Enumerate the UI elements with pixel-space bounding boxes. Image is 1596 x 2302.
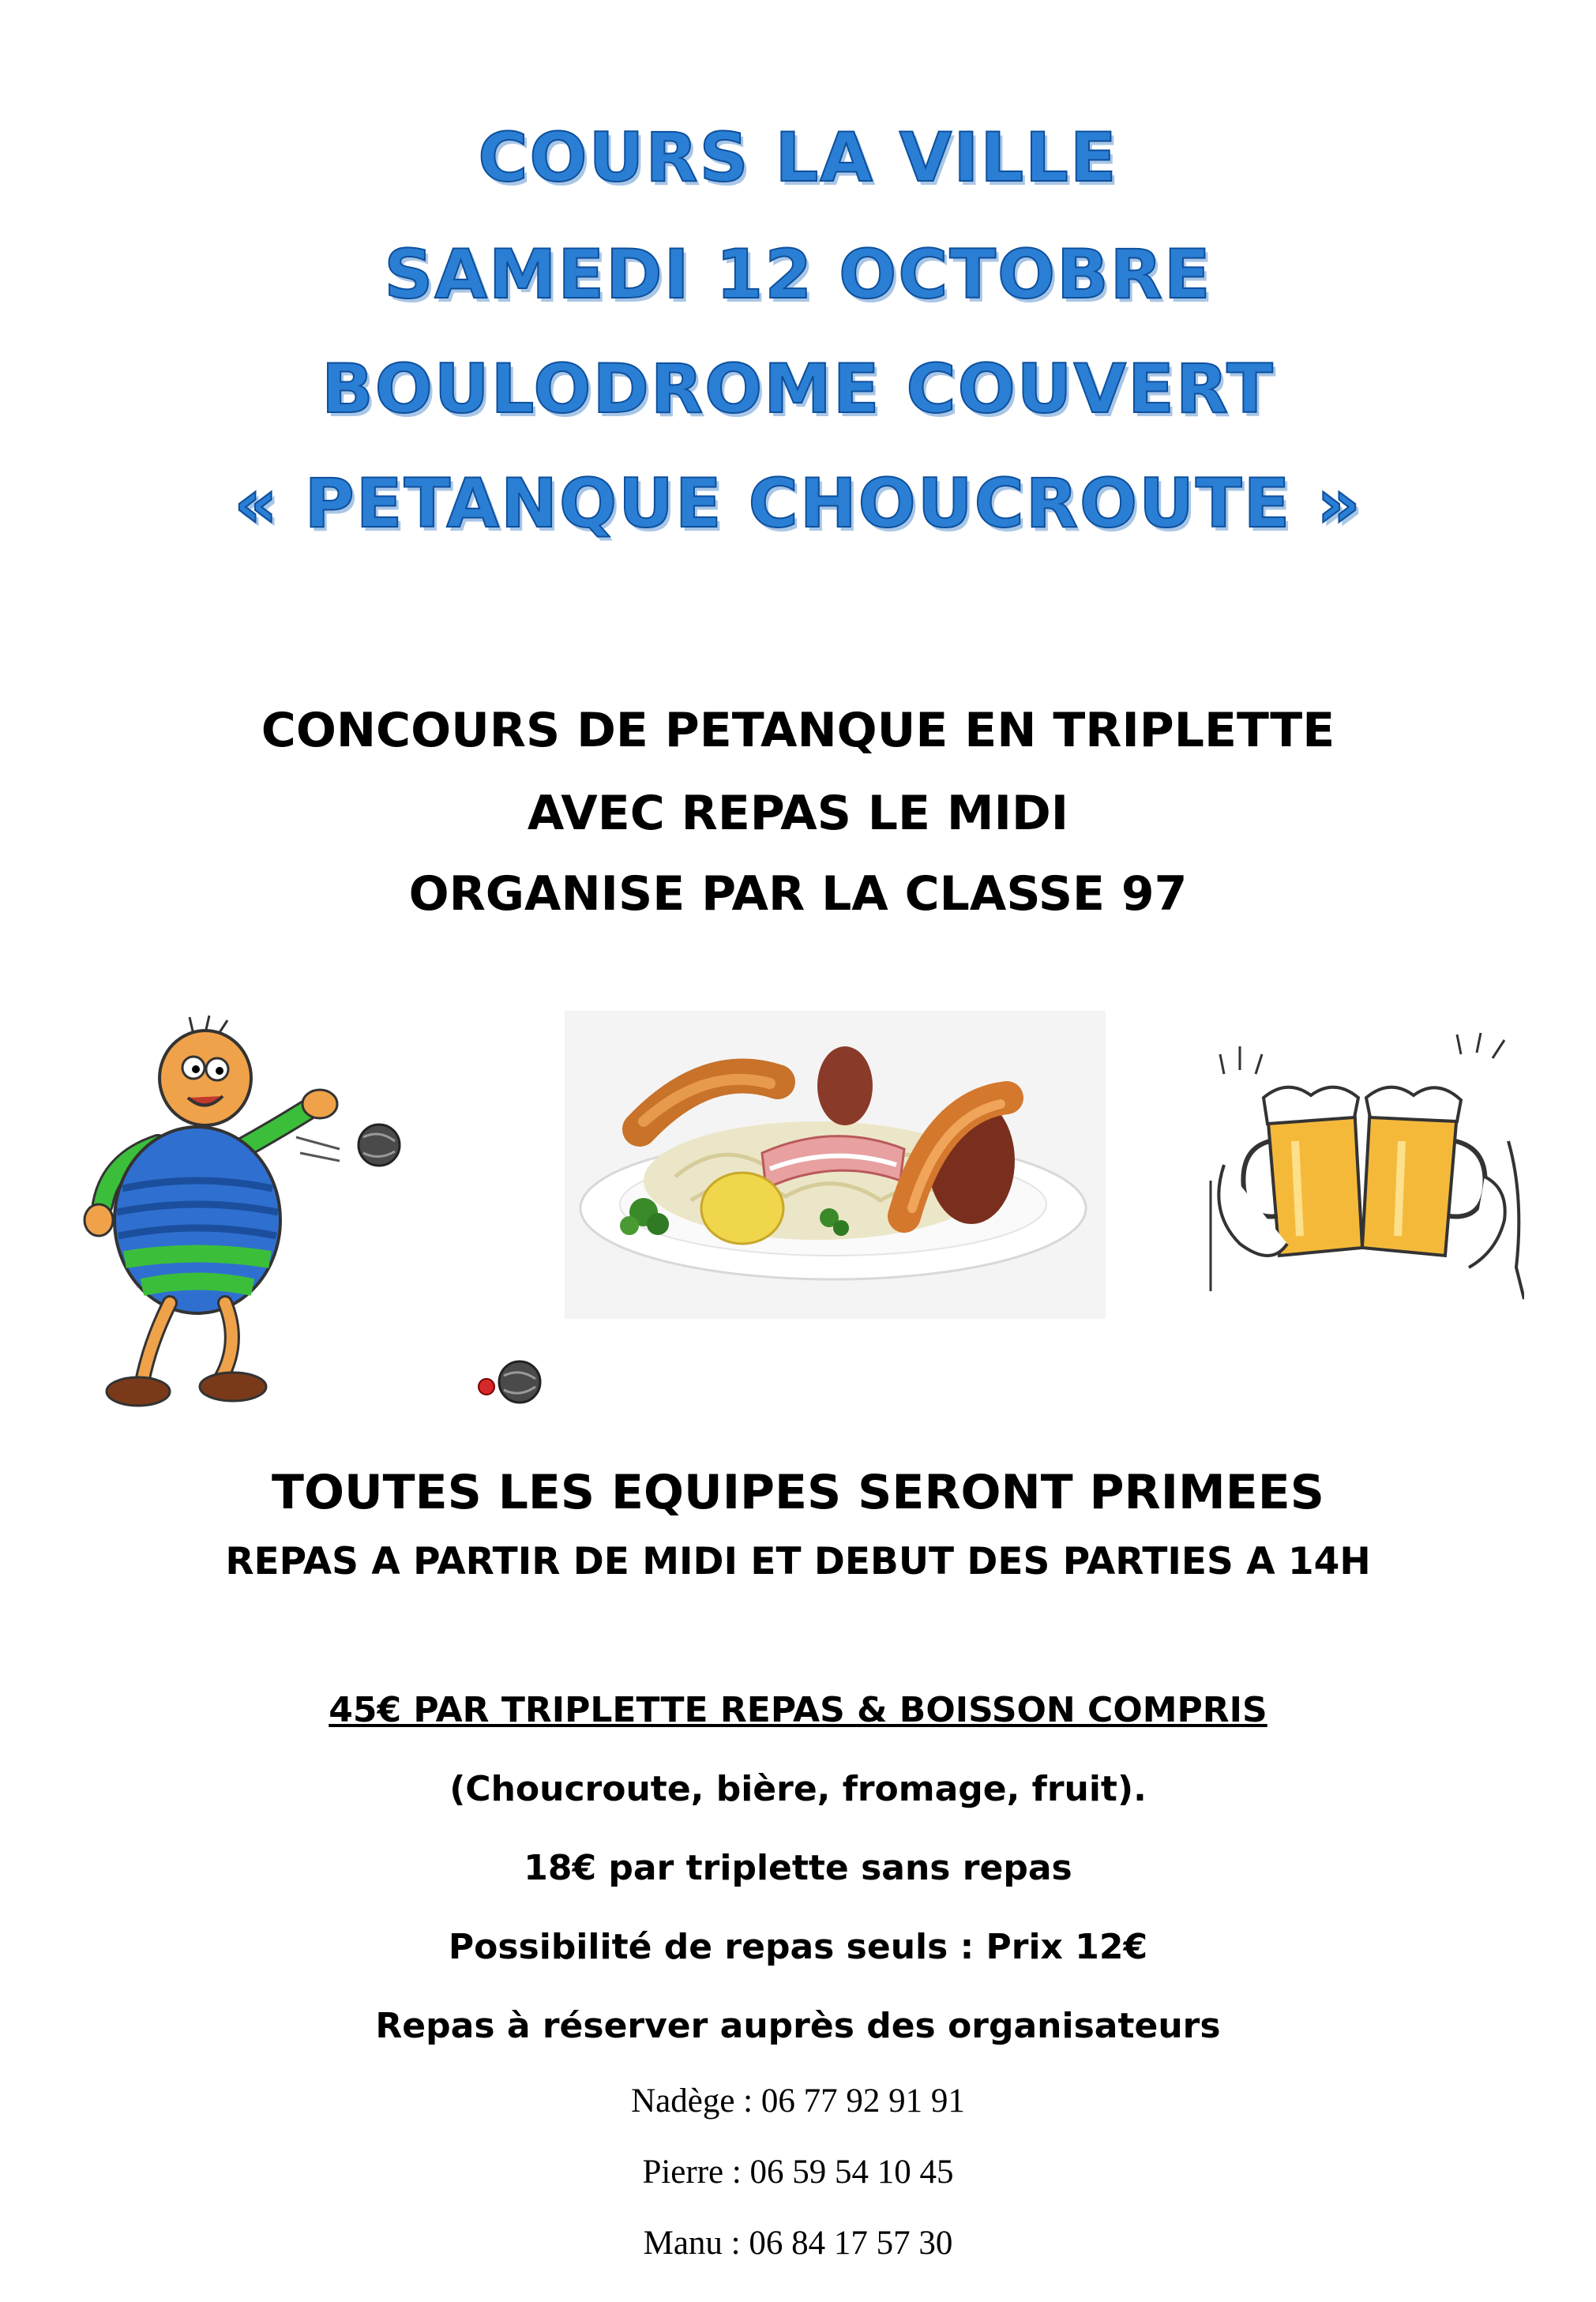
contact-pierre: Pierre : 06 59 54 10 45 bbox=[642, 2154, 954, 2191]
title-date: SAMEDI 12 OCTOBRE bbox=[384, 235, 1212, 314]
price-meal-only: Possibilité de repas seuls : Prix 12€ bbox=[448, 1927, 1148, 1967]
title-town: COURS LA VILLE bbox=[478, 118, 1118, 197]
schedule-times: REPAS A PARTIR DE MIDI ET DEBUT DES PARTIES A 14H bbox=[225, 1540, 1371, 1583]
schedule-prizes: TOUTES LES EQUIPES SERONT PRIMEES bbox=[272, 1465, 1324, 1520]
event-meal: AVEC REPAS LE MIDI bbox=[527, 786, 1069, 841]
reservation-note: Repas à réserver auprès des organisateurs bbox=[375, 2006, 1221, 2046]
contact-nadege: Nadège : 06 77 92 91 91 bbox=[631, 2082, 965, 2120]
boules-icon bbox=[474, 1358, 545, 1406]
contact-manu: Manu : 06 84 17 57 30 bbox=[643, 2225, 953, 2262]
beer-toast-icon bbox=[1208, 1031, 1524, 1307]
title-event-name: « PETANQUE CHOUCROUTE » bbox=[234, 464, 1362, 543]
event-contest: CONCOURS DE PETANQUE EN TRIPLETTE bbox=[261, 703, 1335, 758]
menu-contents: (Choucroute, bière, fromage, fruit). bbox=[449, 1769, 1147, 1809]
event-organizer: ORGANISE PAR LA CLASSE 97 bbox=[408, 866, 1188, 922]
petanque-player-icon bbox=[55, 1011, 411, 1421]
title-venue: BOULODROME COUVERT bbox=[321, 350, 1275, 429]
price-without-meal: 18€ par triplette sans repas bbox=[524, 1848, 1072, 1888]
choucroute-plate-icon bbox=[565, 1011, 1106, 1319]
price-with-meal: 45€ PAR TRIPLETTE REPAS & BOISSON COMPRIS bbox=[329, 1690, 1267, 1730]
